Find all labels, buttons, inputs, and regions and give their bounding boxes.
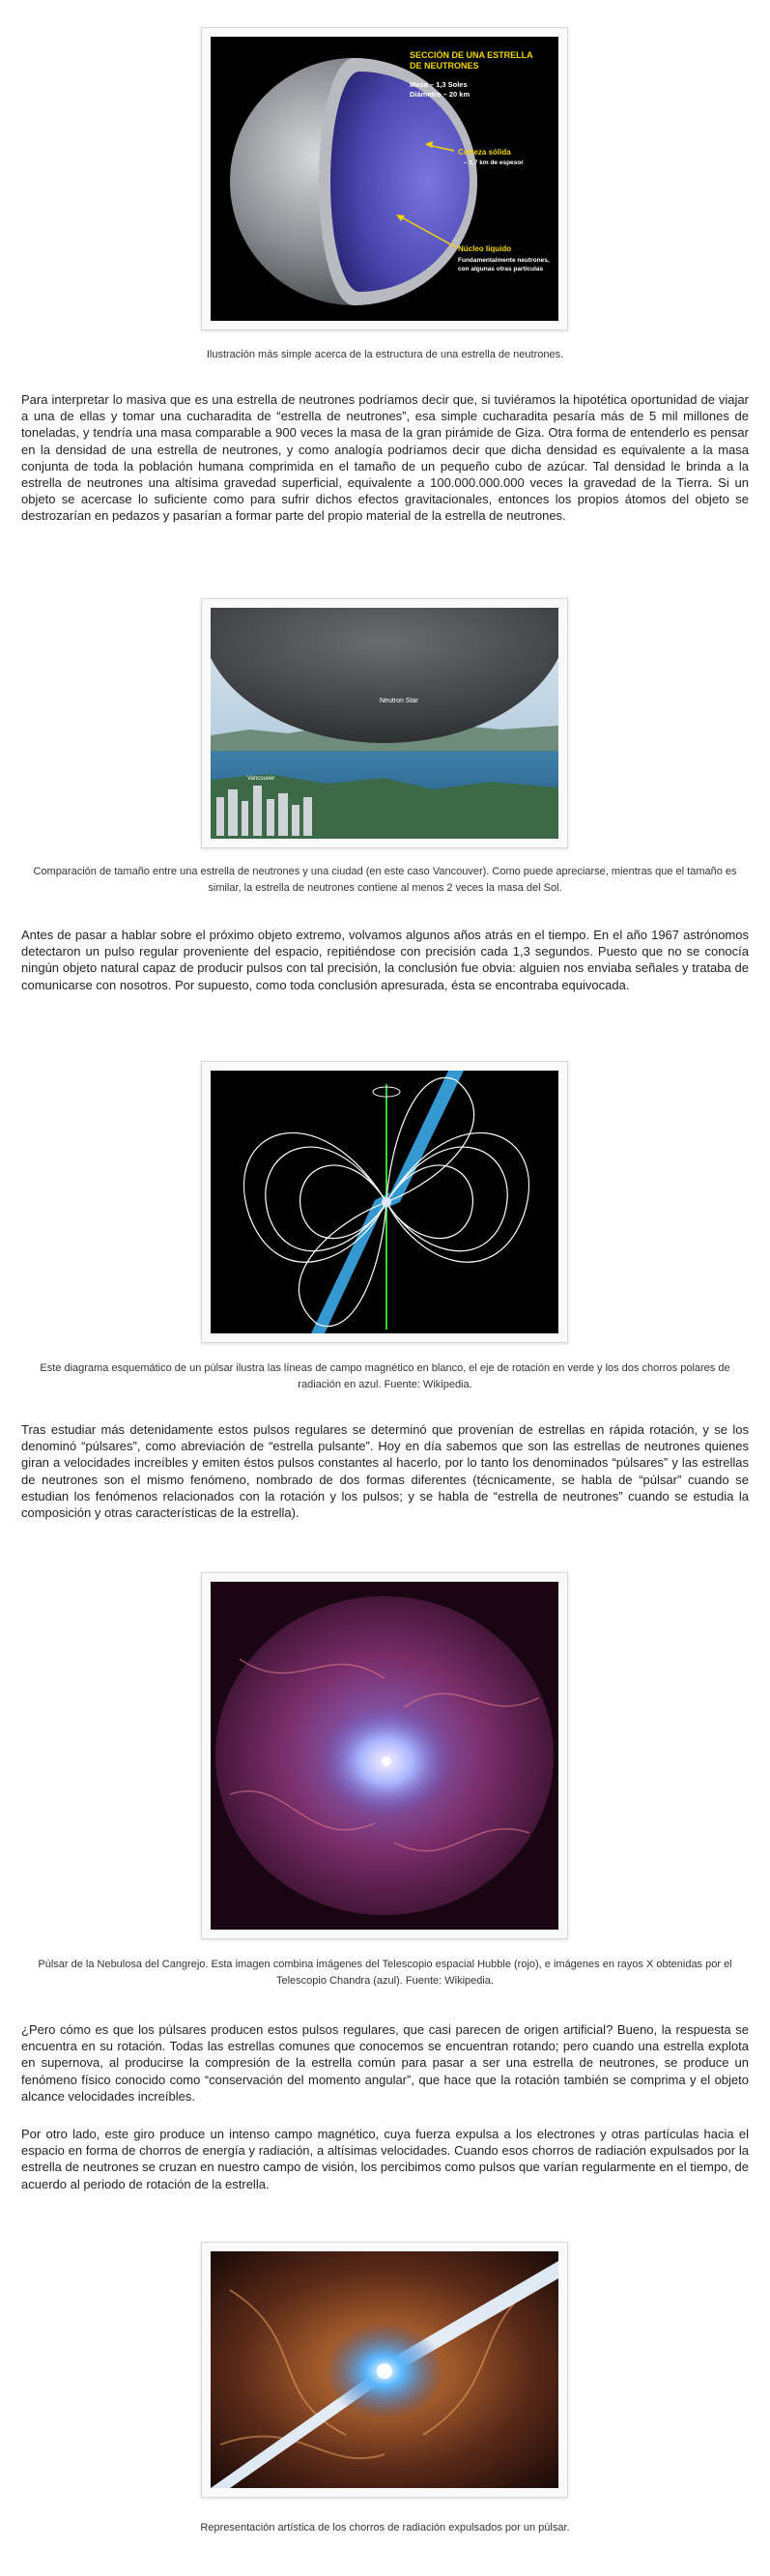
figure-caption: Ilustración más simple acerca de la estructura de una estrella de neutrones. bbox=[206, 349, 564, 360]
neutron-star-structure-image bbox=[211, 37, 558, 321]
figure-caption: Este diagrama esquemático de un púlsar ilustra las líneas de campo magnético en blanco, el eje de rotación en verde y los dos chorros polares de radiación en azul. Fuente: Wikipedia. bbox=[40, 1362, 730, 1390]
figure-caption: Comparación de tamaño entre una estrella de neutrones y una ciudad (en este caso Vancouver). Como puede apreciarse, mientras que el tamaño es similar, la estrella de neutrones contiene al menos 2 veces la masa del Sol. bbox=[33, 866, 737, 894]
pulsar-diagram-image bbox=[211, 1071, 558, 1333]
paragraph: Antes de pasar a hablar sobre el próximo objeto extremo, volvamos algunos años atrás en el tiempo. En el año 1967 astrónomos detectaron un pulso regular proveniente del espacio, repitiéndose con precisión cada 1,3 segundos. Puesto que no se conocía ningún objeto natural capaz de producir pulsos con tal precisión, la conclusión fue obvia: alguien nos enviaba señales y trataba de comunicarse con nosotros. Por supuesto, como toda conclusión apresurada, ésta se encontraba equivocada. bbox=[21, 928, 749, 992]
pulsar-artistic-image bbox=[211, 2251, 558, 2488]
specs-mass: Masa – 1,3 Soles bbox=[410, 80, 468, 89]
core-detail-line2: con algunas otras partículas bbox=[458, 266, 544, 272]
image-title-line2: DE NEUTRONES bbox=[410, 61, 479, 71]
paragraph: Por otro lado, este giro produce un intenso campo magnético, cuya fuerza expulsa a los electrones y otras partículas hacia el espacio en forma de chorros de energía y radiación, a altísimas velocidades. Cuando esos chorros de radiación expulsados por la estrella de neutrones se cruzan en nuestro campo de visión, los percibimos como pulsos que varían regularmente en el tiempo, de acuerdo al periodo de rotación de la estrella. bbox=[21, 2127, 749, 2191]
core-detail-line1: Fundamentalmente neutrones, bbox=[458, 257, 550, 264]
paragraph: Para interpretar lo masiva que es una estrella de neutrones podríamos decir que, si tuviéramos la hipotética oportunidad de viajar a una de ellas y tomar una cucharadita de “estrella de neutrones”, esa simple cucharadita pesaría más de 5 mil millones de toneladas, y tendría una masa comparable a 900 veces la masa de la gran pirámide de Giza. Otra forma de entenderlo es pensar en la densidad de una estrella de neutrones, y como analogía podríamos decir que dicha densidad es equivalente a la masa conjunta de toda la población humana comprimida en el tamaño de un pequeño cubo de azúcar. Tal densidad le brinda a la estrella de neutrones una altísima gravedad superficial, equivalente a 100.000.000.000 veces la gravedad de la Tierra. Si un objeto se acercase lo suficiente como para sufrir dichos efectos gravitacionales, entonces los propios átomos del objeto se destrozarían en pedazos y pasarían a formar parte del propio material de la estrella de neutrones. bbox=[21, 392, 749, 524]
figure-neutron-star-structure bbox=[201, 27, 568, 330]
vancouver-comparison-image bbox=[211, 608, 558, 839]
pulsar-star bbox=[377, 2363, 392, 2379]
pulsar-core bbox=[382, 1197, 391, 1207]
figure-caption: Representación artística de los chorros de radiación expulsados por un púlsar. bbox=[200, 2522, 570, 2533]
core-label: Núcleo líquido bbox=[458, 244, 512, 253]
paragraph: Tras estudiar más detenidamente estos pulsos regulares se determinó que provenían de estrellas en rápida rotación, y se los denominó “púlsares”, como abreviación de “estrella pulsante”. Hoy en día sabemos que son las estrellas de neutrones quienes giran a velocidades increíbles y emiten éstos pulsos constantes al hacerlo, por lo tanto los denominados “púlsares” y las estrellas de neutrones son el mismo fenómeno, nombrado de dos formas diferentes (técnicamente, se habla de “púlsar” cuando se estudian los fenómenos relacionados con la rotación y los pulsos; y se habla de “estrella de neutrones” cuando se estudia la composición y otras características de la estrella). bbox=[21, 1422, 749, 1521]
crab-nebula-image bbox=[211, 1582, 558, 1930]
figure-caption: Púlsar de la Nebulosa del Cangrejo. Esta imagen combina imágenes del Telescopio espacial Hubble (rojo), e imágenes en rayos X obtenidas por el Telescopio Chandra (azul). Fuente: Wikipedia. bbox=[38, 1959, 732, 1987]
figure-crab-nebula bbox=[201, 1572, 568, 1939]
crust-detail: – 1,7 km de espesor bbox=[464, 159, 524, 166]
vancouver-label: Vancouver bbox=[247, 776, 275, 782]
figure-vancouver-comparison bbox=[201, 598, 568, 848]
figure-pulsar-diagram bbox=[201, 1061, 568, 1343]
neutron-star-label: Neutron Star bbox=[380, 698, 418, 704]
paragraph: ¿Pero cómo es que los púlsares producen estos pulsos regulares, que casi parecen de origen artificial? Bueno, la respuesta se encuentra en su rotación. Todas las estrellas comunes que conocemos se encuentran rotando; pero cuando una estrella explota en supernova, al producirse la compresión de la estrella común para pasar a ser una estrella de neutrones, se produce un fenómeno físico conocido como “conservación del momento angular”, que hace que la rotación también se comprima y el objeto alcance velocidades increíbles. bbox=[21, 2022, 749, 2104]
specs-diameter: Diámetro – 20 km bbox=[410, 90, 471, 99]
figure-pulsar-artistic bbox=[201, 2242, 568, 2498]
crust-label: Corteza sólida bbox=[458, 148, 511, 157]
crab-pulsar bbox=[382, 1757, 391, 1766]
image-title-line1: SECCIÓN DE UNA ESTRELLA bbox=[410, 50, 533, 60]
